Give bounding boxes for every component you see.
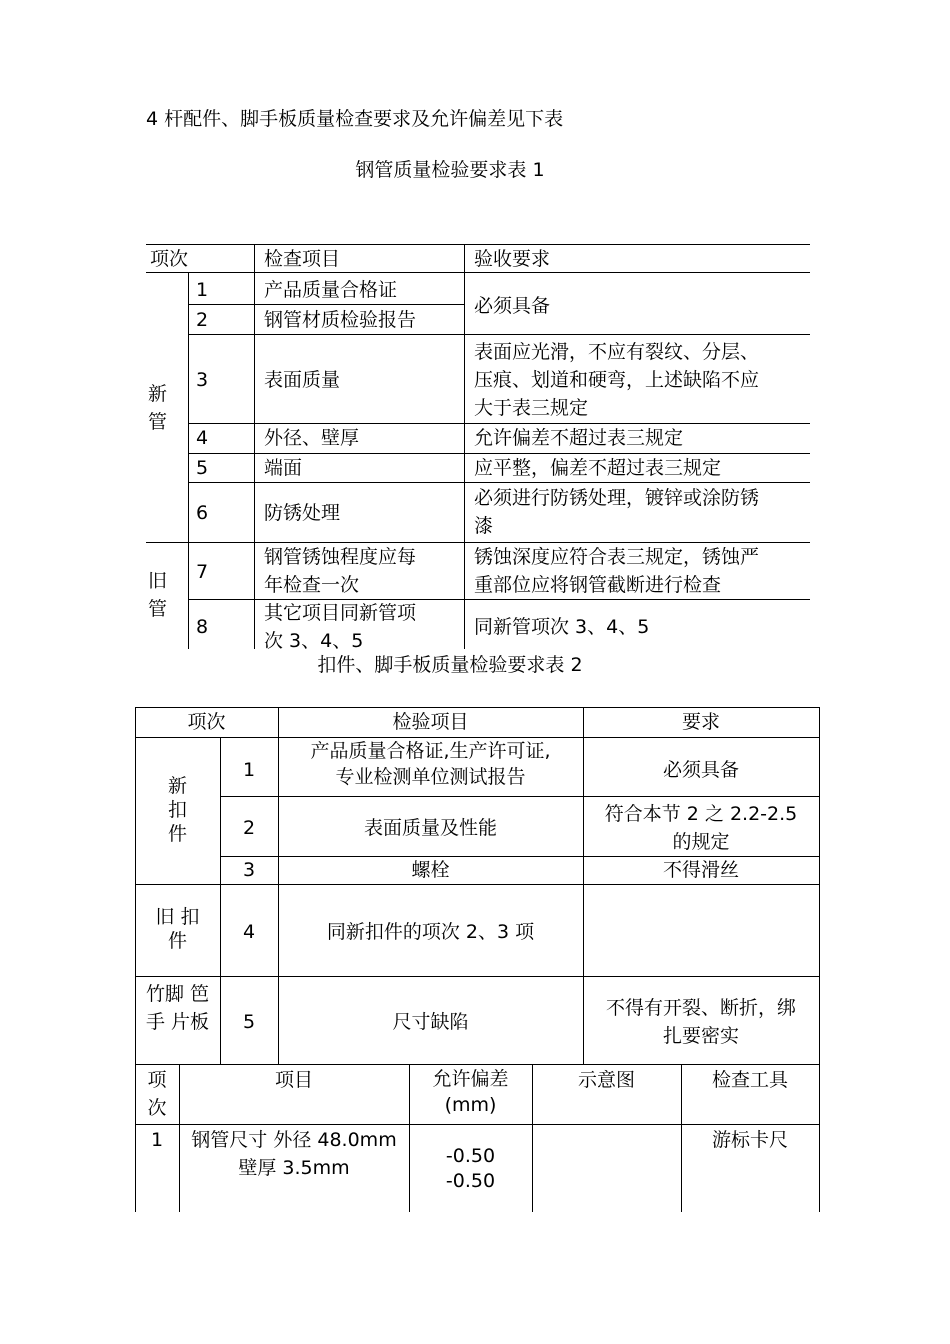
table1-row-item: 防锈处理 (264, 502, 341, 524)
table1-row-no: 2 (196, 309, 209, 331)
table1-row-no: 3 (196, 369, 209, 391)
table2-row-item: 同新扣件的项次 2、3 项 (326, 921, 535, 943)
table1-row-item: 外径、壁厚 (264, 427, 360, 449)
table2-row-no: 4 (242, 921, 256, 943)
intro-text: 4 杆配件、脚手板质量检查要求及允许偏差见下表 (146, 108, 564, 130)
table2-row-item: 尺寸缺陷 (392, 1011, 469, 1033)
table2-row-no: 2 (242, 817, 256, 839)
table1-row-no: 4 (196, 427, 209, 449)
table3-header-item: 项目 (274, 1069, 313, 1091)
table1-group-old: 旧 管 (148, 570, 168, 620)
table2-row-no: 5 (242, 1011, 256, 1033)
table3-row-tool: 游标卡尺 (711, 1129, 788, 1151)
table2-row-req: 必须具备 (662, 759, 739, 781)
table2-group-old: 旧 扣 件 (155, 906, 200, 952)
table2-header-item: 检验项目 (392, 711, 469, 733)
table1-row-no: 7 (196, 561, 209, 583)
table3-header-dev: 允许偏差 (mm) (432, 1068, 509, 1116)
table2-row-item: 螺栓 (411, 859, 450, 881)
table1-row-no: 6 (196, 502, 209, 524)
table2-row-item: 产品质量合格证,生产许可证, 专业检测单位测试报告 (310, 740, 551, 788)
table1-row-item: 其它项目同新管项 次 3、4、5 (264, 602, 417, 652)
table1-row-no: 5 (196, 457, 209, 479)
table1-title: 钢管质量检验要求表 1 (355, 159, 545, 181)
table1-row-item: 产品质量合格证 (264, 279, 398, 301)
table1-row-item: 钢管材质检验报告 (264, 309, 417, 331)
table1-row-req: 应平整，偏差不超过表三规定 (474, 457, 722, 479)
table3-row-item: 钢管尺寸 外径 48.0mm 壁厚 3.5mm (191, 1129, 397, 1179)
table3-header-tool: 检查工具 (711, 1069, 788, 1091)
table1-row-req: 同新管项次 3、4、5 (474, 616, 650, 638)
table1-header-req: 验收要求 (474, 248, 551, 270)
table2-row-req: 不得有开裂、断折，绑 扎要密实 (605, 997, 796, 1047)
table3-row-no: 1 (150, 1129, 164, 1151)
table1-row-req: 必须进行防锈处理，镀锌或涂防锈 漆 (474, 487, 760, 537)
table1-header-no: 项次 (150, 248, 189, 270)
table1-row-item: 钢管锈蚀程度应每 年检查一次 (264, 546, 417, 596)
table2-header-req: 要求 (681, 711, 720, 733)
table2-group-bamboo: 竹脚 笆 手 片板 (145, 983, 210, 1033)
table1-row-no: 8 (196, 616, 209, 638)
table2-row-item: 表面质量及性能 (363, 817, 497, 839)
table1-group-new: 新 管 (148, 383, 168, 433)
table2-row-no: 1 (242, 759, 256, 781)
table1-row-req: 允许偏差不超过表三规定 (474, 427, 684, 449)
table1-row-item: 表面质量 (264, 369, 341, 391)
table3-header-no: 项 次 (147, 1069, 167, 1119)
table2-title: 扣件、脚手板质量检验要求表 2 (317, 654, 583, 676)
table3-row-dev: -0.50 -0.50 (445, 1145, 496, 1192)
table2-header-no: 项次 (187, 711, 226, 733)
table1-header-item: 检查项目 (264, 248, 341, 270)
table2-row-req: 不得滑丝 (662, 859, 739, 881)
table2-group-new: 新 扣 件 (167, 775, 187, 845)
table1-row-req: 锈蚀深度应符合表三规定，锈蚀严 重部位应将钢管截断进行检查 (474, 546, 760, 596)
table1-req-1-2: 必须具备 (474, 295, 551, 317)
table1-row-item: 端面 (264, 457, 303, 479)
table2-row-no: 3 (242, 859, 256, 881)
table3-header-diagram: 示意图 (577, 1069, 635, 1091)
table1-row-req: 表面应光滑，不应有裂纹、分层、 压痕、划道和硬弯，上述缺陷不应 大于表三规定 (474, 341, 760, 419)
table1-row-no: 1 (196, 279, 209, 301)
table2-row-req: 符合本节 2 之 2.2-2.5 的规定 (604, 803, 798, 853)
